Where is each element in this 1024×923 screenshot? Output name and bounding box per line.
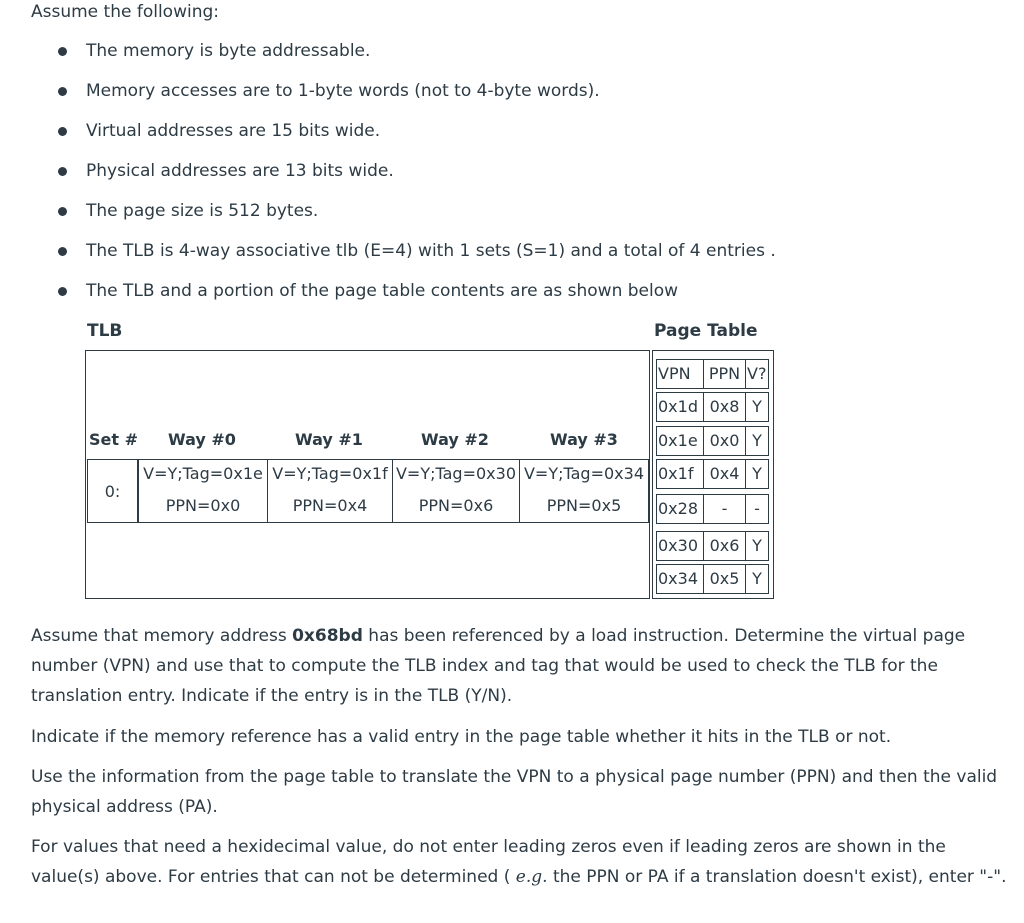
tlb-header-way-2: Way #2 [421,430,489,449]
bullet-icon [58,207,67,216]
page-table-valid: Y [745,459,769,489]
tlb-header-way-1: Way #1 [295,430,363,449]
question-paragraph-4: For values that need a hexidecimal value, do not enter leading zeros even if leading zeros are shown in the value(s) above. For entries that can not be determined ( e.g. the PPN or PA if a translation doesn't exist), enter "-". [31,837,1007,887]
question-paragraph-2: Indicate if the memory reference has a valid entry in the page table whether it hits in the TLB or not. [31,727,892,747]
page-table-vpn: 0x28 [656,494,704,524]
page-table-vpn: 0x1f [656,459,704,489]
tlb-way-ppn: PPN=0x6 [418,496,494,515]
page-table-ppn: 0x5 [703,564,746,594]
assumptions-list [58,38,776,318]
tlb-way-entry: V=Y;Tag=0x1e [143,464,263,483]
list-item: The TLB and a portion of the page table contents are as shown below [58,278,776,318]
list-item: The page size is 512 bytes. [58,198,776,238]
tlb-way-entry: V=Y;Tag=0x30 [395,464,516,483]
page-table-valid: Y [745,564,769,594]
tlb-set-cell: 0: [87,459,138,523]
tlb-heading: TLB [87,321,123,341]
list-item: Memory accesses are to 1-byte words (not to 4-byte words). [58,78,776,118]
tlb-header-way-0: Way #0 [168,430,236,449]
page-table-ppn: 0x8 [703,392,746,422]
page-table-ppn: 0x0 [703,426,746,456]
question-paragraph-3: Use the information from the page table to translate the VPN to a physical page number (PPN) and then the valid physical address (PA). [31,767,998,817]
question-paragraph-1: Assume that memory address 0x68bd has been referenced by a load instruction. Determine the virtual page number (VPN) and use that to compute the TLB index and tag that would be used to check the TLB for the translation entry. Indicate if the entry is in the TLB (Y/N). [31,626,966,706]
tlb-header-set: Set # [89,430,138,449]
page-table-heading: Page Table [654,321,758,341]
page-table-valid: Y [745,531,769,561]
page-table-vpn: 0x34 [656,564,704,594]
bullet-icon [58,47,67,56]
page-table-vpn: 0x1e [656,426,704,456]
intro-text: Assume the following: [31,2,219,22]
tlb-way-ppn: PPN=0x0 [165,496,241,515]
bullet-icon [58,167,67,176]
page-table-vpn: 0x30 [656,531,704,561]
page-table-header-ppn: PPN [703,359,746,389]
tlb-way-ppn: PPN=0x5 [546,496,622,515]
page-table-valid: Y [745,392,769,422]
tlb-way-cell-1 [267,459,393,523]
tlb-way-entry: V=Y;Tag=0x34 [523,464,644,483]
bullet-icon [58,287,67,296]
page-table-valid: Y [745,426,769,456]
bullet-icon [58,87,67,96]
memory-address: 0x68bd [292,626,363,646]
page-table-valid: - [745,494,769,524]
tlb-way-entry: V=Y;Tag=0x1f [272,464,388,483]
bullet-icon [58,247,67,256]
page-table-vpn: 0x1d [656,392,704,422]
list-item: The TLB is 4-way associative tlb (E=4) with 1 sets (S=1) and a total of 4 entries . [58,238,776,278]
tlb-way-cell-3 [519,459,649,523]
tlb-way-cell-0 [138,459,268,523]
page-table-header-valid: V? [745,359,769,389]
list-item: Virtual addresses are 15 bits wide. [58,118,776,158]
page-table-header-vpn: VPN [656,359,704,389]
tlb-way-ppn: PPN=0x4 [292,496,368,515]
list-item: Physical addresses are 13 bits wide. [58,158,776,198]
tlb-way-cell-2 [392,459,520,523]
page-table-ppn: 0x4 [703,459,746,489]
bullet-icon [58,127,67,136]
page-table-ppn: 0x6 [703,531,746,561]
page-table-ppn: - [703,494,746,524]
list-item: The memory is byte addressable. [58,38,776,78]
tlb-header-way-3: Way #3 [550,430,618,449]
